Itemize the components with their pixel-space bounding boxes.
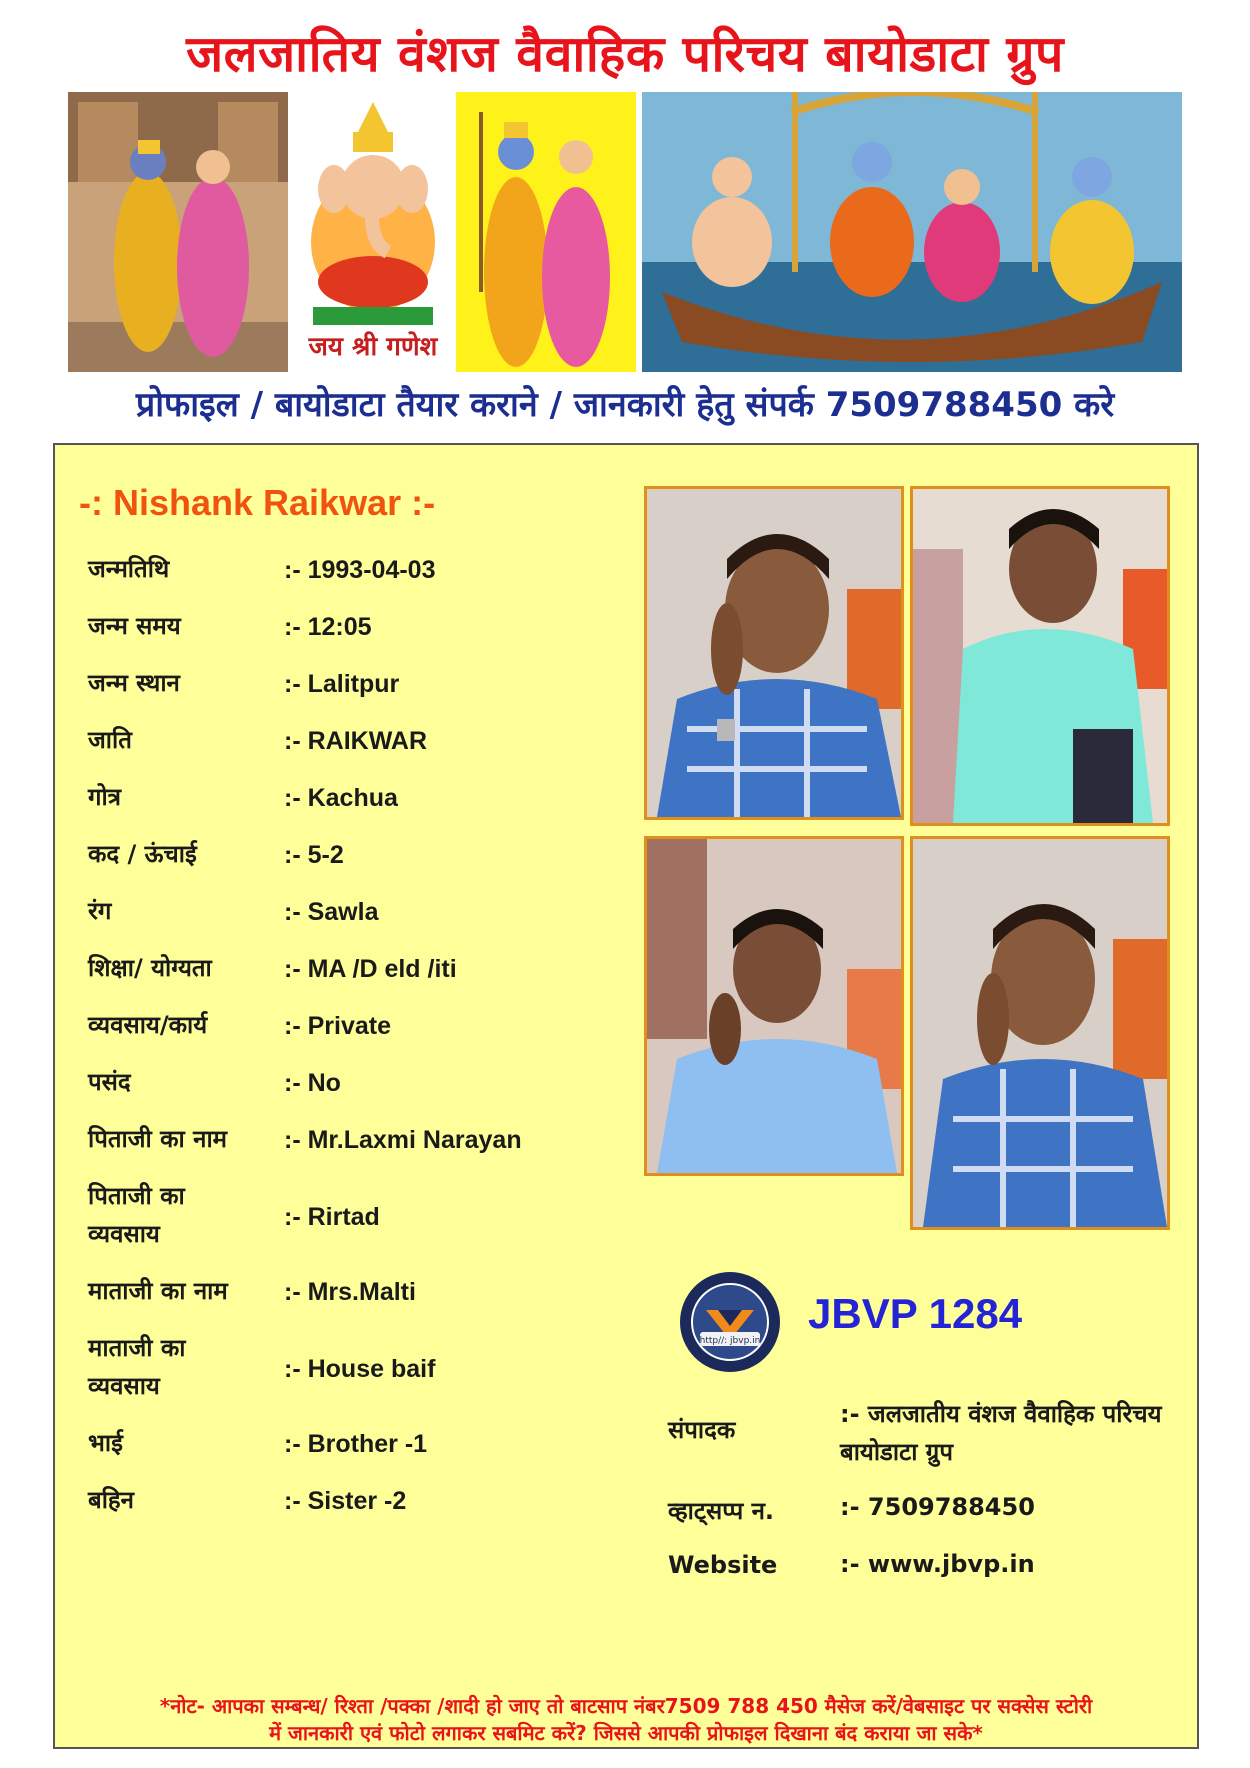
candidate-name: -: Nishank Raikwar :- bbox=[79, 482, 436, 523]
contact-line: प्रोफाइल / बायोडाटा तैयार कराने / जानकारी हेतु संपर्क 7509788450 करे bbox=[135, 385, 1115, 425]
field-label: जन्म समय bbox=[88, 612, 181, 640]
field-value: :- Private bbox=[284, 1012, 391, 1040]
field-label: माताजी का व्यवसाय bbox=[88, 1334, 186, 1400]
field-value: :- RAIKWAR bbox=[284, 727, 428, 755]
field-label: गोत्र bbox=[88, 783, 121, 811]
field-value: :- Brother -1 bbox=[284, 1430, 428, 1458]
field-value: :- House baif bbox=[284, 1355, 436, 1383]
field-value: :- Mr.Laxmi Narayan bbox=[284, 1126, 522, 1154]
banner-ganesh-image bbox=[298, 92, 448, 372]
field-label: पिताजी का नाम bbox=[88, 1125, 228, 1153]
whatsapp-value: :- 7509788450 bbox=[840, 1493, 1035, 1521]
candidate-photo-3 bbox=[644, 836, 904, 1176]
editor-label: संपादक bbox=[668, 1416, 736, 1444]
field-value: :- 5-2 bbox=[284, 841, 344, 869]
field-label: व्यवसाय/कार्य bbox=[88, 1011, 208, 1039]
jbvp-logo bbox=[678, 1270, 782, 1374]
field-value: :- Rirtad bbox=[284, 1203, 380, 1231]
website-label: Website bbox=[668, 1551, 778, 1579]
field-label: जाति bbox=[88, 726, 132, 754]
field-value: :- Sawla bbox=[284, 898, 379, 926]
field-label: पसंद bbox=[88, 1068, 131, 1096]
field-label: कद / ऊंचाई bbox=[88, 840, 197, 868]
footer-note-line-1: *नोट- आपका सम्बन्ध/ रिश्ता /पक्का /शादी हो जाए तो बाटसाप नंबर7509 788 450 मैसेज करें/वेबसाइट पर सक्सेस स्टोरी bbox=[159, 1694, 1093, 1718]
banner-caption: जय श्री गणेश bbox=[308, 332, 438, 362]
header-title: जलजातिय वंशज वैवाहिक परिचय बायोडाटा ग्रुप bbox=[186, 25, 1064, 83]
field-label: माताजी का नाम bbox=[88, 1277, 228, 1305]
candidate-photo-2 bbox=[910, 486, 1170, 826]
field-value: :- MA /D eld /iti bbox=[284, 955, 457, 983]
logo-text: http//: jbvp.in bbox=[699, 1336, 761, 1346]
field-value: :- No bbox=[284, 1069, 341, 1097]
field-value: :- Mrs.Malti bbox=[284, 1278, 416, 1306]
field-value: :- Kachua bbox=[284, 784, 398, 812]
field-value: :- 1993-04-03 bbox=[284, 556, 436, 584]
footer-note bbox=[60, 1693, 1192, 1747]
field-value: :- 12:05 bbox=[284, 613, 372, 641]
candidate-photo-4 bbox=[910, 836, 1170, 1230]
banner-boat-scene-image bbox=[642, 92, 1182, 372]
field-label: शिक्षा/ योग्यता bbox=[88, 954, 212, 982]
profile-id: JBVP 1284 bbox=[808, 1290, 1023, 1337]
editor-value: :- जलजातीय वंशज वैवाहिक परिचय बायोडाटा ग्रुप bbox=[840, 1400, 1162, 1466]
field-value: :- Lalitpur bbox=[284, 670, 400, 698]
field-label: रंग bbox=[88, 897, 112, 925]
field-value: :- Sister -2 bbox=[284, 1487, 407, 1515]
field-label: बहिन bbox=[88, 1486, 134, 1514]
whatsapp-label: व्हाट्सप्प न. bbox=[668, 1497, 775, 1525]
field-label: भाई bbox=[88, 1429, 123, 1457]
candidate-photo-1 bbox=[644, 486, 904, 820]
field-label: जन्म स्थान bbox=[88, 669, 180, 697]
field-label: पिताजी का व्यवसाय bbox=[88, 1182, 185, 1248]
banner-ram-sita-image bbox=[456, 92, 636, 372]
banner-wedding-image bbox=[68, 92, 288, 372]
header-banner bbox=[68, 92, 1182, 372]
website-value: :- www.jbvp.in bbox=[840, 1550, 1035, 1578]
footer-note-line-2: में जानकारी एवं फोटो लगाकर सबमिट करें? जिससे आपकी प्रोफाइल दिखाना बंद कराया जा सके* bbox=[269, 1721, 983, 1745]
field-label: जन्मतिथि bbox=[88, 555, 170, 583]
